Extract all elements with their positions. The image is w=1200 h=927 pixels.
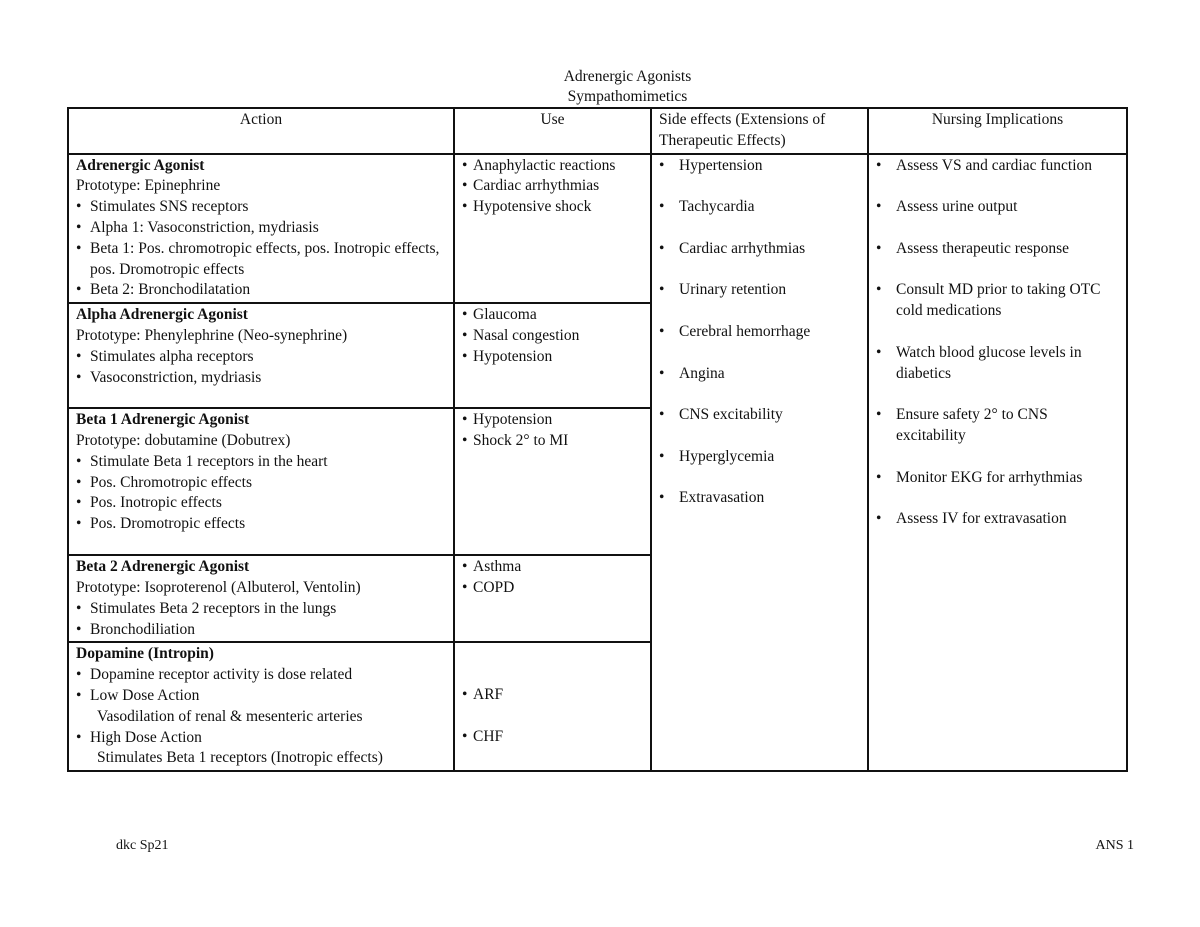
action-cell [68, 555, 454, 642]
drug-class-title: Adrenergic Agonist [76, 156, 205, 174]
drug-class-title: Alpha Adrenergic Agonist [76, 306, 248, 324]
action-bullet: • High Dose Action [76, 728, 446, 749]
action-bullet: • Pos. Inotropic effects [76, 493, 446, 514]
side-effect-item: • Angina [659, 364, 860, 385]
use-item: • Asthma [462, 557, 643, 578]
spacer [462, 706, 643, 727]
nursing-cell [868, 154, 1127, 772]
nursing-item: • Monitor EKG for arrhythmias [876, 468, 1119, 489]
drug-table [67, 107, 1128, 772]
use-item: • Hypotension [462, 410, 643, 431]
use-item: • Hypotensive shock [462, 197, 643, 218]
nursing-item: • Watch blood glucose levels in diabetics [876, 343, 1119, 385]
use-item: • CHF [462, 727, 643, 748]
nursing-item: • Assess therapeutic response [876, 239, 1119, 260]
action-cell [68, 408, 454, 555]
page-number: ANS 1 [1095, 838, 1134, 853]
use-item: • ARF [462, 685, 643, 706]
prototype-text: Prototype: dobutamine (Dobutrex) [76, 431, 291, 449]
action-bullet: • Beta 2: Bronchodilatation [76, 280, 446, 301]
drug-class-title: Beta 1 Adrenergic Agonist [76, 411, 250, 429]
action-cell [68, 303, 454, 408]
use-cell [454, 642, 651, 771]
drug-class-title: Dopamine (Intropin) [76, 645, 214, 663]
side-effects-cell [651, 154, 868, 772]
action-bullet: • Beta 1: Pos. chromotropic effects, pos. Inotropic effects, pos. Dromotropic effects [76, 239, 446, 281]
action-bullet: • Stimulates alpha receptors [76, 347, 446, 368]
nursing-item: • Assess IV for extravasation [876, 509, 1119, 530]
action-bullet: • Pos. Dromotropic effects [76, 514, 446, 535]
document-title-block [0, 67, 1200, 107]
action-bullet: • Bronchodiliation [76, 620, 446, 641]
side-effect-item: • CNS excitability [659, 405, 860, 426]
column-header-nursing: Nursing Implications [868, 108, 1127, 154]
action-subtext: Stimulates Beta 1 receptors (Inotropic effects) [97, 749, 383, 767]
use-item: • Shock 2° to MI [462, 431, 643, 452]
column-header-use: Use [454, 108, 651, 154]
action-bullet: • Pos. Chromotropic effects [76, 473, 446, 494]
side-effect-item: • Cerebral hemorrhage [659, 322, 860, 343]
use-item: • Cardiac arrhythmias [462, 176, 643, 197]
action-bullet: • Vasoconstriction, mydriasis [76, 368, 446, 389]
nursing-item: • Consult MD prior to taking OTC cold medications [876, 280, 1119, 322]
side-effect-item: • Cardiac arrhythmias [659, 239, 860, 260]
use-item: • COPD [462, 578, 643, 599]
use-cell [454, 408, 651, 555]
use-cell [454, 154, 651, 304]
side-effect-item: • Hypertension [659, 156, 860, 177]
document-subtitle: Sympathomimetics [567, 88, 688, 105]
use-cell [454, 555, 651, 642]
nursing-item: • Assess VS and cardiac function [876, 156, 1119, 177]
prototype-text: Prototype: Isoproterenol (Albuterol, Ventolin) [76, 578, 361, 596]
prototype-text: Prototype: Epinephrine [76, 177, 221, 195]
table-row [68, 154, 1127, 304]
side-effect-item: • Urinary retention [659, 280, 860, 301]
footer-left-text: dkc Sp21 [116, 838, 169, 853]
nursing-item: • Ensure safety 2° to CNS excitability [876, 405, 1119, 447]
side-effect-item: • Extravasation [659, 488, 860, 509]
column-header-side-effects: Side effects (Extensions of Therapeutic Effects) [651, 108, 868, 154]
use-item: • Anaphylactic reactions [462, 156, 643, 177]
action-bullet: • Stimulates Beta 2 receptors in the lungs [76, 599, 446, 620]
action-bullet: • Alpha 1: Vasoconstriction, mydriasis [76, 218, 446, 239]
action-bullet: • Stimulate Beta 1 receptors in the heart [76, 452, 446, 473]
action-bullet: • Dopamine receptor activity is dose related [76, 665, 446, 686]
table-header-row [68, 108, 1127, 154]
use-item: • Hypotension [462, 347, 643, 368]
document-title: Adrenergic Agonists [563, 68, 692, 85]
side-effect-item: • Tachycardia [659, 197, 860, 218]
use-cell [454, 303, 651, 408]
prototype-text: Prototype: Phenylephrine (Neo-synephrine) [76, 326, 348, 344]
column-header-action: Action [68, 108, 454, 154]
use-item: • Nasal congestion [462, 326, 643, 347]
drug-class-title: Beta 2 Adrenergic Agonist [76, 558, 250, 576]
side-effect-item: • Hyperglycemia [659, 447, 860, 468]
action-subtext: Vasodilation of renal & mesenteric arteries [97, 707, 363, 725]
action-bullet: • Low Dose Action [76, 686, 446, 707]
action-cell [68, 642, 454, 771]
action-cell [68, 154, 454, 304]
action-bullet: • Stimulates SNS receptors [76, 197, 446, 218]
nursing-item: • Assess urine output [876, 197, 1119, 218]
use-item: • Glaucoma [462, 305, 643, 326]
